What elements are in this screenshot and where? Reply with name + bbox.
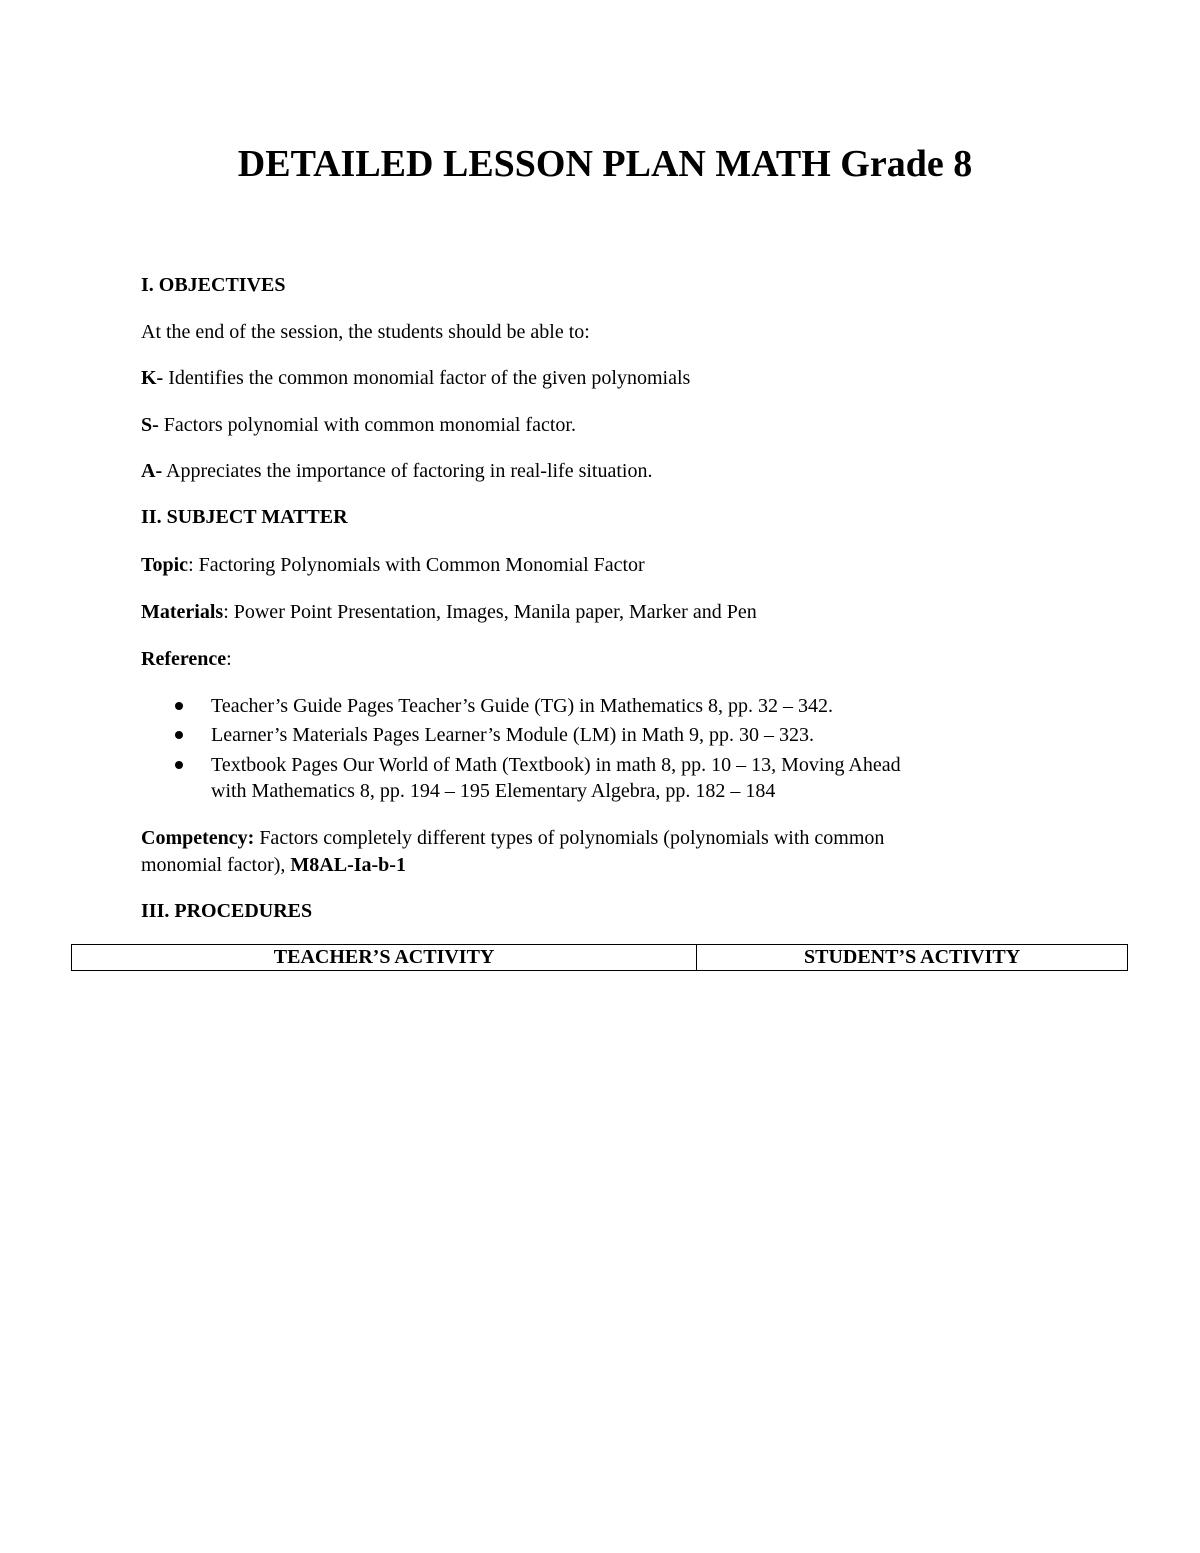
bullet-icon (175, 761, 183, 769)
competency-label: Competency: (141, 827, 255, 849)
subject-matter-heading: II. SUBJECT MATTER (141, 506, 348, 528)
objective-key: K- (141, 367, 164, 389)
table-header-row (72, 945, 1128, 971)
objective-key: A- (141, 460, 163, 482)
bullet-icon (175, 702, 183, 710)
objective-text: Identifies the common monomial factor of the given polynomials (163, 367, 691, 389)
bullet-icon (175, 731, 183, 739)
competency-line-2 (141, 853, 406, 877)
competency-text: monomial factor), (141, 854, 291, 876)
objective-attitude (141, 459, 652, 483)
competency-code: M8AL-Ia-b-1 (290, 854, 406, 876)
objective-key: S- (141, 414, 159, 436)
objective-skill (141, 413, 576, 437)
topic-line (141, 553, 645, 577)
procedures-table (71, 944, 1128, 971)
procedures-heading: III. PROCEDURES (141, 900, 313, 922)
competency-text: Factors completely different types of polynomials (polynomials with common (254, 827, 885, 849)
objectives-heading: I. OBJECTIVES (141, 274, 286, 296)
reference-label: Reference (141, 648, 227, 670)
materials-line (141, 600, 757, 624)
materials-label: Materials (141, 601, 224, 623)
materials-value: : Power Point Presentation, Images, Manila paper, Marker and Pen (223, 601, 757, 623)
reference-item: Teacher’s Guide Pages Teacher’s Guide (TG) in Mathematics 8, pp. 32 – 342. (211, 695, 834, 717)
reference-item-continued: with Mathematics 8, pp. 194 – 195 Elementary Algebra, pp. 182 – 184 (211, 780, 776, 802)
reference-item: Textbook Pages Our World of Math (Textbook) in math 8, pp. 10 – 13, Moving Ahead (211, 754, 901, 776)
reference-line (141, 647, 232, 671)
reference-colon: : (226, 648, 232, 670)
competency-line (141, 826, 884, 850)
objective-knowledge (141, 366, 690, 390)
reference-item: Learner’s Materials Pages Learner’s Module (LM) in Math 9, pp. 30 – 323. (211, 724, 814, 746)
student-activity-header: STUDENT’S ACTIVITY (697, 945, 1128, 971)
topic-label: Topic (141, 554, 189, 576)
objective-text: Appreciates the importance of factoring in real-life situation. (162, 460, 653, 482)
objective-text: Factors polynomial with common monomial factor. (158, 414, 576, 436)
teacher-activity-header: TEACHER’S ACTIVITY (72, 945, 697, 971)
topic-value: : Factoring Polynomials with Common Monomial Factor (188, 554, 645, 576)
page-title: DETAILED LESSON PLAN MATH Grade 8 (237, 143, 973, 185)
objectives-intro: At the end of the session, the students should be able to: (141, 321, 590, 343)
